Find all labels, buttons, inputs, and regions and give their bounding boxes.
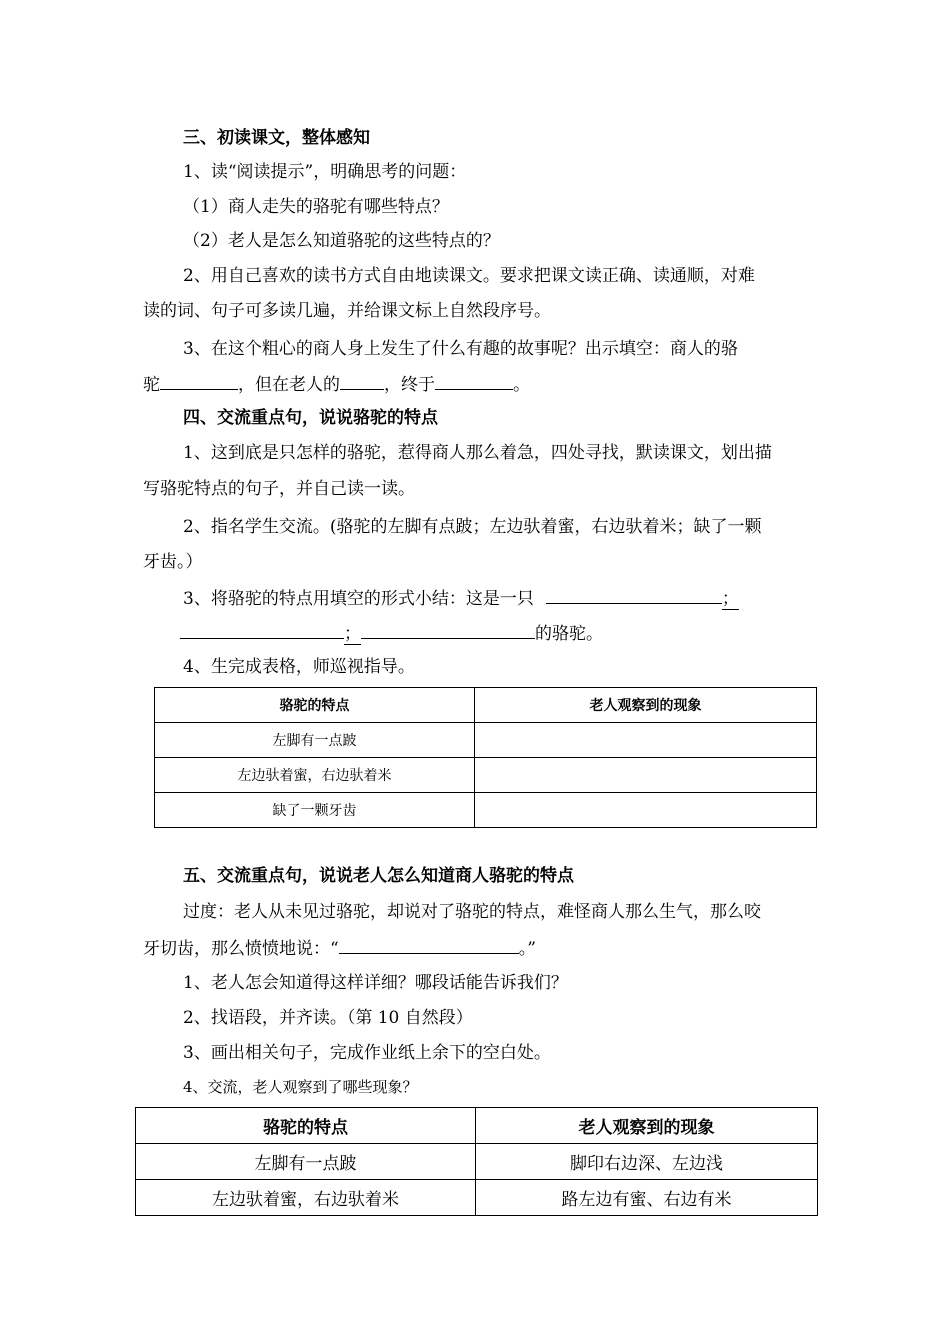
- s3-p3b-text-1: 驼: [143, 375, 160, 395]
- section-5-heading: 五、交流重点句，说说老人怎么知道商人骆驼的特点: [183, 866, 574, 886]
- s5-transition-a: 过度：老人从未见过骆驼，却说对了骆驼的特点，难怪商人那么生气，那么咬: [183, 902, 761, 922]
- s5-p0b-text-2: 。”: [518, 939, 536, 959]
- feature-table-answers: [135, 1107, 818, 1216]
- s4-p3a-text: 3、将骆驼的特点用填空的形式小结：这是一只: [183, 589, 534, 609]
- table-row: [155, 793, 817, 828]
- s3-question-1: （1）商人走失的骆驼有哪些特点？: [183, 197, 449, 217]
- s3-paragraph-1: 1、读“阅读提示”，明确思考的问题：: [183, 162, 467, 182]
- s5-paragraph-1: 1、老人怎会知道得这样详细？哪段话能告诉我们？: [183, 973, 568, 993]
- s4-p3a-semicolon: ；: [721, 589, 739, 609]
- s3-question-2: （2）老人是怎么知道骆驼的这些特点的？: [183, 231, 500, 251]
- s5-transition-b: [143, 935, 536, 961]
- s4-paragraph-2a: 2、指名学生交流。(骆驼的左脚有点跛；左边驮着蜜，右边驮着米；缺了一颗: [183, 517, 762, 537]
- table-answer-cell[interactable]: [475, 723, 817, 758]
- table-cell: 左边驮着蜜，右边驮着米: [155, 758, 475, 793]
- table-row: [155, 723, 817, 758]
- s3-paragraph-2b: 读的词、句子可多读几遍，并给课文标上自然段序号。: [143, 301, 551, 321]
- fill-blank-5[interactable]: [180, 620, 344, 639]
- s3-p3b-text-3: ，终于: [384, 375, 435, 395]
- table-cell: 路左边有蜜、右边有米: [476, 1180, 818, 1216]
- s3-p3b-text-2: ，但在老人的: [238, 375, 340, 395]
- s4-paragraph-1b: 写骆驼特点的句子，并自己读一读。: [143, 479, 415, 499]
- table-answer-cell[interactable]: [475, 793, 817, 828]
- s5-paragraph-4: 4、交流，老人观察到了哪些现象？: [183, 1078, 418, 1096]
- table-row: [136, 1180, 818, 1216]
- fill-blank-3[interactable]: [435, 371, 513, 390]
- table-cell: 左脚有一点跛: [136, 1144, 476, 1180]
- table-cell: 脚印右边深、左边浅: [476, 1144, 818, 1180]
- s4-p3b-end: 的骆驼。: [535, 624, 603, 644]
- section-3-heading: 三、初读课文，整体感知: [183, 128, 370, 148]
- s4-p3b-semicolon: ；: [344, 624, 361, 644]
- s4-paragraph-2b: 牙齿。）: [143, 552, 203, 572]
- fill-blank-2[interactable]: [340, 371, 384, 390]
- s3-paragraph-3b: [143, 371, 530, 397]
- s3-paragraph-3a: 3、在这个粗心的商人身上发生了什么有趣的故事呢？出示填空：商人的骆: [183, 339, 738, 359]
- table-header-cell: 老人观察到的现象: [475, 688, 817, 723]
- table-cell: 左边驮着蜜，右边驮着米: [136, 1180, 476, 1216]
- table-row: [155, 758, 817, 793]
- table-header-cell: 骆驼的特点: [136, 1108, 476, 1144]
- s4-paragraph-3a: [183, 585, 739, 611]
- table-cell: 缺了一颗牙齿: [155, 793, 475, 828]
- feature-table-blank: [154, 687, 817, 828]
- s5-paragraph-3: 3、画出相关句子，完成作业纸上余下的空白处。: [183, 1043, 551, 1063]
- s4-paragraph-4: 4、生完成表格，师巡视指导。: [183, 657, 415, 677]
- fill-blank-6[interactable]: [361, 620, 535, 639]
- table-header-row: [155, 688, 817, 723]
- table-cell: 左脚有一点跛: [155, 723, 475, 758]
- s5-p0b-text-1: 牙切齿，那么愤愤地说：“: [143, 939, 339, 959]
- table-header-cell: 老人观察到的现象: [476, 1108, 818, 1144]
- fill-blank-1[interactable]: [160, 371, 238, 390]
- fill-blank-7[interactable]: [339, 935, 519, 954]
- fill-blank-4[interactable]: [546, 585, 722, 604]
- s4-paragraph-1a: 1、这到底是只怎样的骆驼，惹得商人那么着急，四处寻找，默读课文，划出描: [183, 443, 772, 463]
- table-header-row: [136, 1108, 818, 1144]
- s3-paragraph-2a: 2、用自己喜欢的读书方式自由地读课文。要求把课文读正确、读通顺，对难: [183, 266, 755, 286]
- section-4-heading: 四、交流重点句，说说骆驼的特点: [183, 408, 438, 428]
- s3-p3b-text-4: 。: [513, 375, 530, 395]
- table-header-cell: 骆驼的特点: [155, 688, 475, 723]
- s4-paragraph-3b: [180, 620, 603, 646]
- table-row: [136, 1144, 818, 1180]
- table-answer-cell[interactable]: [475, 758, 817, 793]
- s5-paragraph-2: 2、找语段，并齐读。（第 10 自然段）: [183, 1008, 473, 1028]
